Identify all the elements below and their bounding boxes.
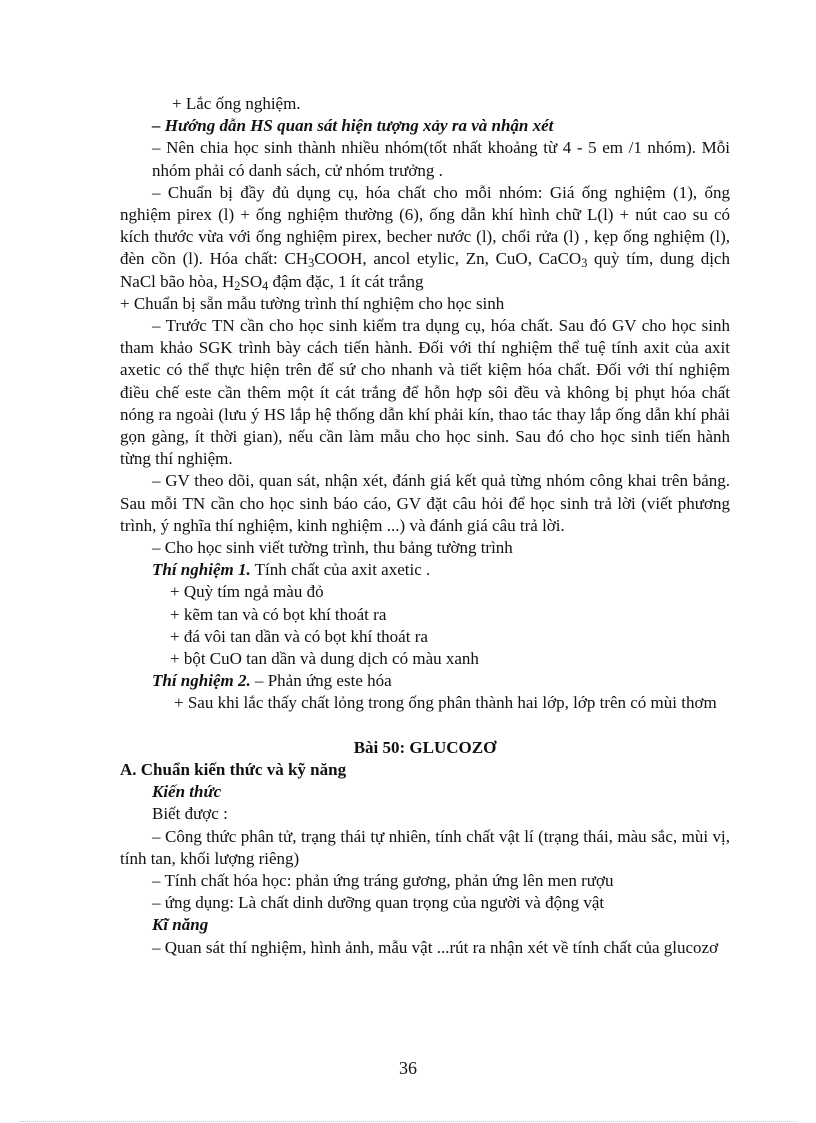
- skills-item-1: – Quan sát thí nghiệm, hình ảnh, mẫu vật ...rút ra nhận xét về tính chất của glucozơ: [152, 937, 719, 957]
- knowledge-item-1: – Công thức phân tử, trạng thái tự nhiên, tính chất vật lí (trạng thái, màu sắc, mùi vị, tính tan, khối lượng riêng): [120, 826, 730, 868]
- line-report-template: + Chuẩn bị sẵn mẫu tường trình thí nghiệm cho học sinh: [120, 293, 505, 313]
- knowledge-item-3: – ứng dụng: Là chất dinh dưỡng quan trọng của người và động vật: [152, 893, 605, 913]
- skills-label: Kĩ năng: [152, 915, 209, 935]
- line-shake-tubes: + Lắc ống nghiệm.: [172, 94, 301, 113]
- experiment-1-result-a: + Quỳ tím ngả màu đỏ: [170, 582, 324, 602]
- page-number: 36: [399, 1058, 417, 1078]
- knowledge-label: Kiến thức: [152, 782, 222, 802]
- experiment-1: Thí nghiệm 1. Tính chất của axit axetic .: [152, 560, 431, 580]
- paragraph-groups: – Nên chia học sinh thành nhiều nhóm(tốt nhất khoảng từ 4 - 5 em /1 nhóm). Mỗi nhóm phải có danh sách, cử nhóm trưởng .: [152, 138, 730, 180]
- experiment-2-result: + Sau khi lắc thấy chất lỏng trong ống phân thành hai lớp, lớp trên có mùi thơm: [174, 693, 717, 713]
- experiment-2: Thí nghiệm 2. – Phản ứng este hóa: [152, 671, 392, 691]
- lesson-title: Bài 50: GLUCOZƠ: [353, 737, 497, 757]
- knowledge-item-2: – Tính chất hóa học: phản ứng tráng gương, phản ứng lên men rượu: [152, 870, 614, 890]
- paragraph-equipment: – Chuẩn bị đầy đủ dụng cụ, hóa chất cho mỗi nhóm: Giá ống nghiệm (1), ống nghiệm pirex (l) + ống nghiệm thường (6), ống dẫn khí hình chữ L(l) + nút cao su có kích thước vừa với ống nghiệm pirex, becher nước (l), chổi rửa (l) , kẹp ống nghiệm (l), đèn cồn (l). Hóa chất: $CH_3COOH$, ancol etylic, Zn, CuO, CaCO$_3$ quỳ tím, dung dịch NaCl bão hòa, $H_2SO_4$ đậm đặc, 1 ít cát trắng: [120, 182, 730, 293]
- experiment-1-result-d: + bột CuO tan dần và dung dịch có màu xanh: [170, 649, 479, 669]
- instruction-heading: – Hướng dẫn HS quan sát hiện tượng xảy ra và nhận xét: [152, 116, 554, 136]
- paragraph-procedure: – Trước TN cần cho học sinh kiểm tra dụng cụ, hóa chất. Sau đó GV cho học sinh tham khảo SGK trình bày cách tiến hành. Đối với thí nghiệm thể tuệ tính axit của axit axetic có thể thực hiện trên đế sứ cho nhanh và tiết kiệm hóa chất. Đối với thí nghiệm điều chế este cần thêm một ít cát trắng để hỗn hợp sôi đều và không bị phụt hóa chất nóng ra ngoài (lưu ý HS lắp hệ thống dẫn khí phải kín, thao tác thay lắp ống dẫn khí phải gọn gàng, ít thời gian), nếu cần làm mẫu cho học sinh. Sau đó cho học sinh tiến hành từng thí nghiệm.: [120, 316, 730, 469]
- line-write-report: – Cho học sinh viết tường trình, thu bảng tường trình: [152, 538, 513, 558]
- section-heading-a: A. Chuẩn kiến thức và kỹ năng: [120, 759, 347, 779]
- paragraph-teacher-review: – GV theo dõi, quan sát, nhận xét, đánh giá kết quả từng nhóm công khai trên bảng. Sau mỗi TN cần cho học sinh báo cáo, GV đặt câu hỏi để học sinh trả lời (viết phương trình, ý nghĩa thí nghiệm, kinh nghiệm ...) và đánh giá câu trả lời.: [120, 471, 730, 535]
- knowledge-intro: Biết được :: [152, 804, 228, 824]
- experiment-1-result-c: + đá vôi tan dần và có bọt khí thoát ra: [170, 626, 428, 646]
- experiment-1-result-b: + kẽm tan và có bọt khí thoát ra: [170, 604, 387, 624]
- page-content: [120, 93, 730, 959]
- footer-divider: [20, 1121, 796, 1122]
